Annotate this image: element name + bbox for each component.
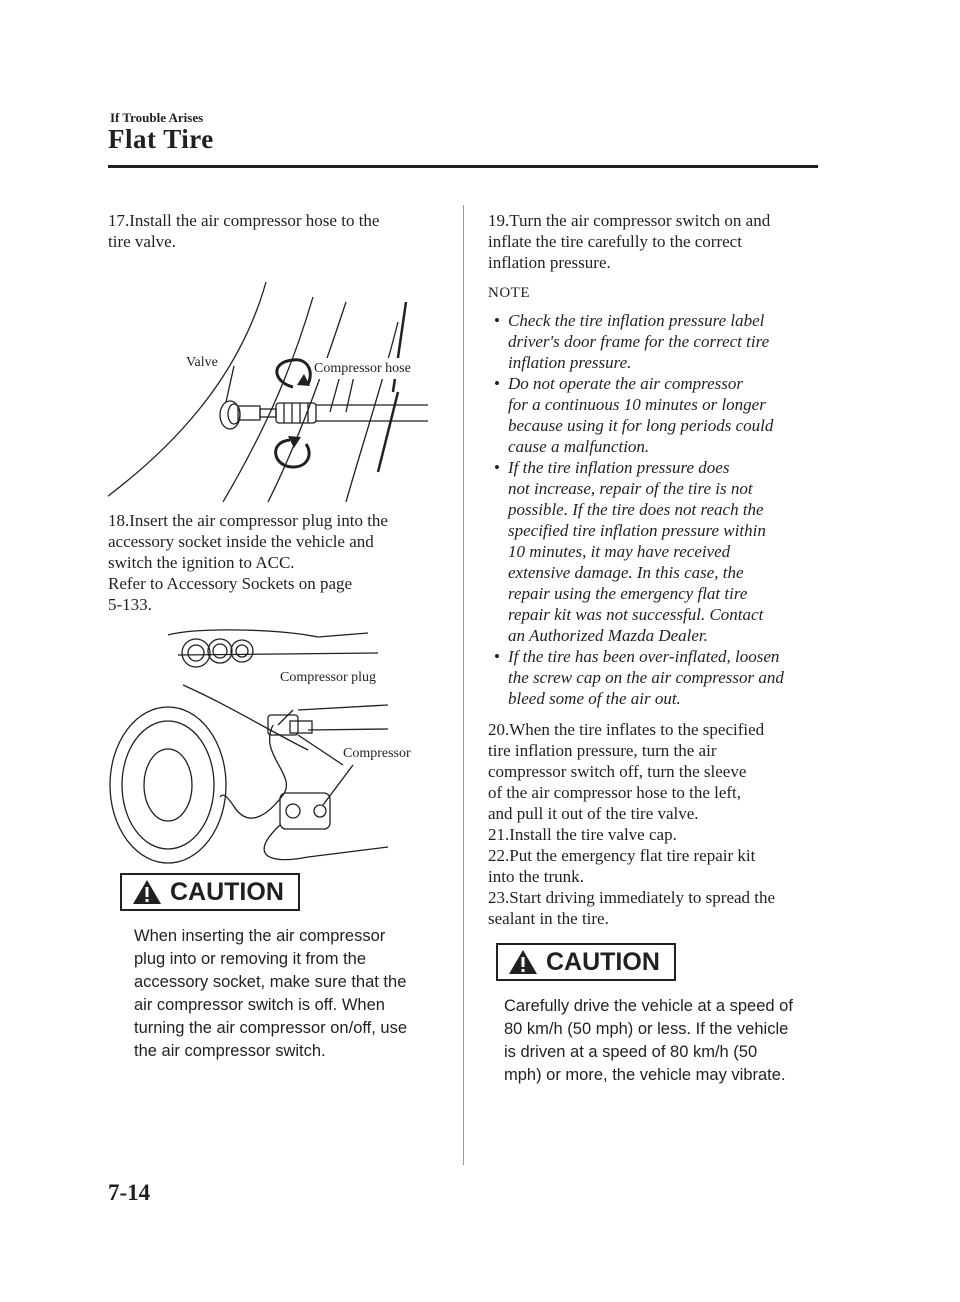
note-line: If the tire inflation pressure does: [508, 458, 730, 477]
caution-line: air compressor switch is off. When: [134, 996, 385, 1014]
step-text: sealant in the tire.: [488, 909, 609, 928]
page-title: Flat Tire: [108, 124, 214, 154]
note-line: not increase, repair of the tire is not: [508, 479, 753, 498]
note-line: specified tire inflation pressure within: [508, 521, 766, 540]
step-text: into the trunk.: [488, 867, 584, 886]
bullet: •: [494, 374, 500, 393]
note-item: [488, 310, 818, 373]
label-compressor-hose: Compressor hose: [314, 358, 411, 379]
caution-block-right: [496, 943, 818, 1087]
step-text: Insert the air compressor plug into the: [129, 511, 388, 530]
left-column: [108, 210, 438, 1063]
note-list: [488, 310, 818, 709]
step-number: 17.: [108, 211, 130, 230]
note-item: [488, 373, 818, 457]
step-text: of the air compressor hose to the left,: [488, 783, 742, 802]
label-compressor: Compressor: [343, 743, 411, 764]
caution-badge: [496, 943, 676, 981]
step-20: [488, 719, 818, 824]
step-18: [108, 510, 438, 615]
caution-text: [120, 925, 438, 1063]
caution-line: is driven at a speed of 80 km/h (50: [504, 1043, 758, 1061]
caution-line: mph) or more, the vehicle may vibrate.: [504, 1066, 786, 1084]
step-text: Turn the air compressor switch on and: [509, 211, 771, 230]
caution-line: Carefully drive the vehicle at a speed of: [504, 997, 793, 1015]
warning-triangle-icon: [132, 879, 162, 905]
note-line: If the tire has been over-inflated, loosen: [508, 647, 780, 666]
step-21: [488, 824, 818, 845]
step-text: Refer to Accessory Sockets on page: [108, 574, 353, 593]
caution-badge: [120, 873, 300, 911]
step-number: 23.: [488, 888, 510, 907]
caution-text: [496, 995, 818, 1087]
step-text: Install the tire valve cap.: [509, 825, 677, 844]
caution-line: 80 km/h (50 mph) or less. If the vehicle: [504, 1020, 789, 1038]
note-line: the screw cap on the air compressor and: [508, 668, 784, 687]
step-text: and pull it out of the tire valve.: [488, 804, 699, 823]
bullet: •: [494, 311, 500, 330]
step-22: [488, 845, 818, 887]
label-valve: Valve: [186, 352, 218, 373]
step-text: Install the air compressor hose to the: [129, 211, 380, 230]
label-compressor-plug: Compressor plug: [280, 667, 376, 688]
step-19: [488, 210, 818, 273]
note-line: inflation pressure.: [508, 353, 632, 372]
header-rule: [108, 165, 818, 168]
caution-line: accessory socket, make sure that the: [134, 973, 407, 991]
step-text: Put the emergency flat tire repair kit: [509, 846, 756, 865]
caution-label: CAUTION: [170, 877, 284, 906]
caution-label: CAUTION: [546, 947, 660, 976]
step-text: inflate the tire carefully to the correct: [488, 232, 742, 251]
step-text: 5-133.: [108, 595, 152, 614]
step-number: 21.: [488, 825, 510, 844]
note-line: repair using the emergency flat tire: [508, 584, 748, 603]
note-line: for a continuous 10 minutes or longer: [508, 395, 766, 414]
valve-hose-illustration: [108, 262, 438, 502]
column-divider: [463, 205, 464, 1165]
note-item: [488, 646, 818, 709]
note-line: cause a malfunction.: [508, 437, 650, 456]
figure-valve-hose: [108, 262, 438, 502]
note-item: [488, 457, 818, 646]
caution-line: plug into or removing it from the: [134, 950, 367, 968]
bullet: •: [494, 458, 500, 477]
note-line: 10 minutes, it may have received: [508, 542, 731, 561]
bullet: •: [494, 647, 500, 666]
step-text: accessory socket inside the vehicle and: [108, 532, 374, 551]
figure-compressor-plug: [108, 625, 438, 865]
step-23: [488, 887, 818, 929]
step-number: 20.: [488, 720, 510, 739]
step-text: compressor switch off, turn the sleeve: [488, 762, 747, 781]
step-17: [108, 210, 438, 252]
note-line: bleed some of the air out.: [508, 689, 681, 708]
caution-line: When inserting the air compressor: [134, 927, 386, 945]
caution-line: the air compressor switch.: [134, 1042, 326, 1060]
step-text: Start driving immediately to spread the: [509, 888, 776, 907]
caution-line: turning the air compressor on/off, use: [134, 1019, 408, 1037]
note-heading: NOTE: [488, 285, 530, 301]
note-line: Do not operate the air compressor: [508, 374, 743, 393]
note-line: possible. If the tire does not reach the: [508, 500, 764, 519]
section-label: If Trouble Arises: [110, 110, 204, 125]
step-number: 22.: [488, 846, 510, 865]
note-line: Check the tire inflation pressure label: [508, 311, 765, 330]
note-line: driver's door frame for the correct tire: [508, 332, 770, 351]
right-column: [488, 210, 818, 1087]
step-text: tire valve.: [108, 232, 176, 251]
note-line: an Authorized Mazda Dealer.: [508, 626, 708, 645]
note-line: repair kit was not successful. Contact: [508, 605, 764, 624]
step-number: 18.: [108, 511, 130, 530]
step-number: 19.: [488, 211, 510, 230]
note-line: extensive damage. In this case, the: [508, 563, 744, 582]
caution-block-left: [120, 873, 438, 1063]
step-text: When the tire inflates to the specified: [509, 720, 765, 739]
step-text: switch the ignition to ACC.: [108, 553, 295, 572]
step-text: inflation pressure.: [488, 253, 611, 272]
note-line: because using it for long periods could: [508, 416, 774, 435]
step-text: tire inflation pressure, turn the air: [488, 741, 717, 760]
page-number: 7-14: [108, 1180, 151, 1205]
warning-triangle-icon: [508, 949, 538, 975]
